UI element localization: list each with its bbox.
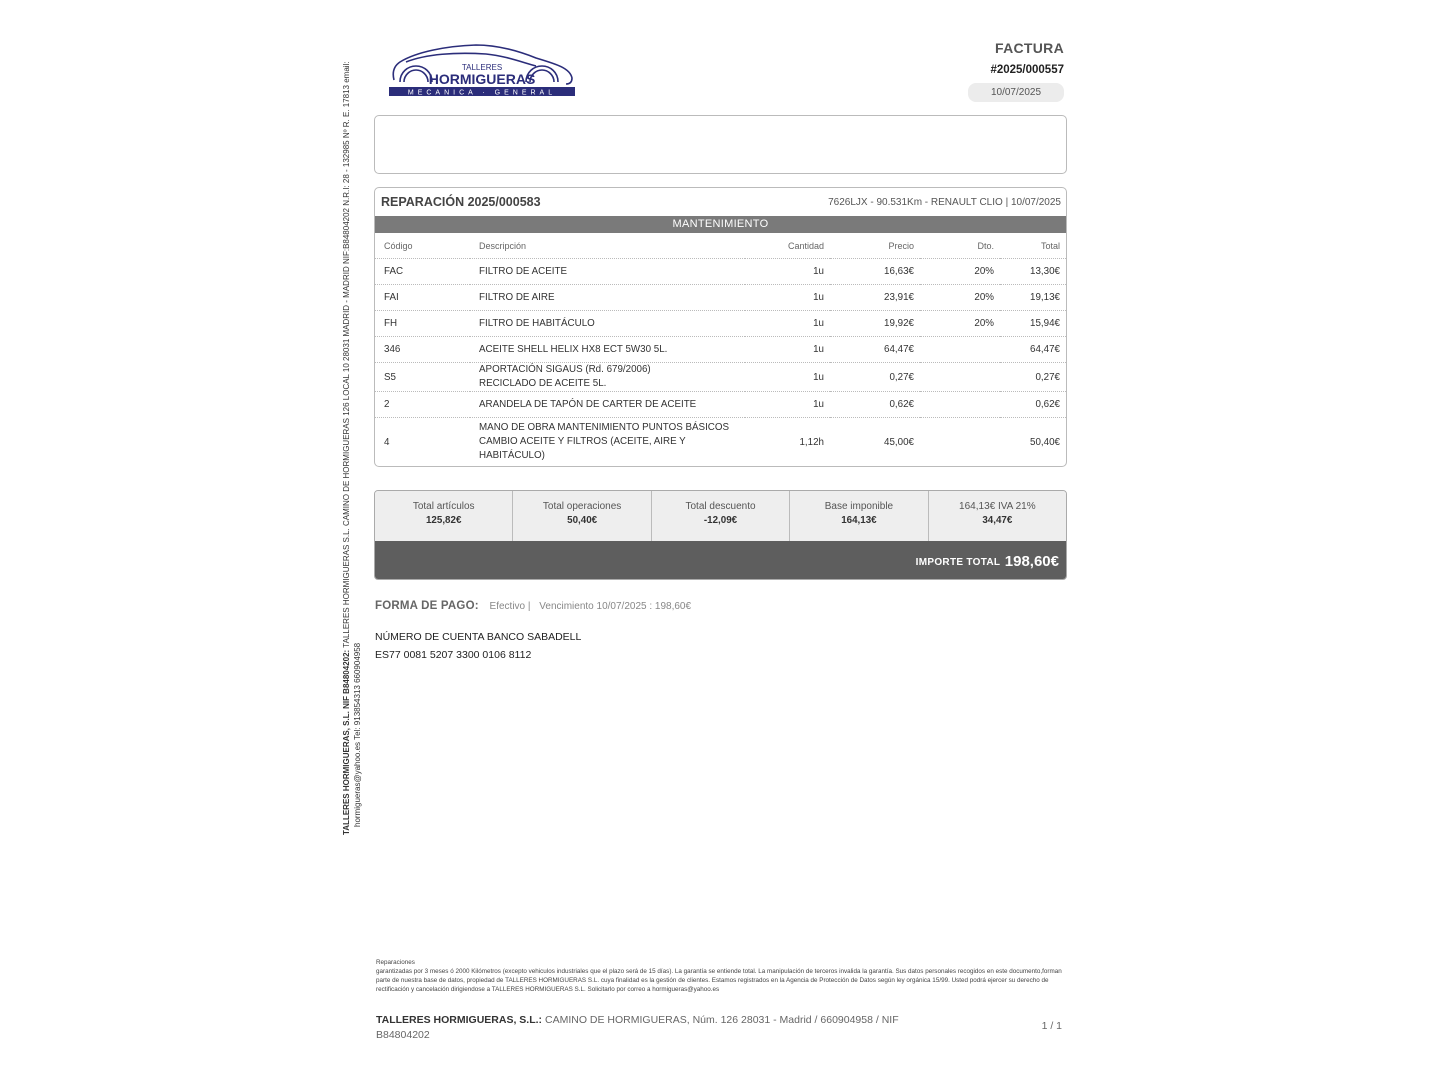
payment-label: FORMA DE PAGO: <box>375 600 479 612</box>
total-discount <box>652 491 790 541</box>
document-type: FACTURA <box>995 40 1064 56</box>
total-label: Total descuento <box>685 501 756 512</box>
cell-quantity: 1u <box>745 285 830 311</box>
cell-quantity: 1u <box>745 363 830 392</box>
items-table <box>375 233 1066 466</box>
bank-info <box>375 628 581 664</box>
cell-discount: 20% <box>920 285 1000 311</box>
col-code: Código <box>375 233 470 259</box>
cell-description: FILTRO DE ACEITE <box>470 259 745 285</box>
table-row <box>375 311 1066 337</box>
cell-quantity: 1,12h <box>799 436 824 448</box>
cell-code: 2 <box>375 392 470 418</box>
grand-total-label: IMPORTE TOTAL <box>915 557 1001 568</box>
col-price: Precio <box>830 233 920 259</box>
cell-code: FAI <box>375 285 470 311</box>
section-title: MANTENIMIENTO <box>375 216 1066 233</box>
logo-text-top: TALLERES <box>461 63 503 72</box>
table-header-row <box>375 233 1066 259</box>
table-row <box>375 259 1066 285</box>
total-value: 125,82€ <box>425 515 462 526</box>
grand-total-value: 198,60€ <box>1004 553 1059 570</box>
table-row <box>375 285 1066 311</box>
cell-description: MANO DE OBRA MANTENIMIENTO PUNTOS BÁSICOS CAMBIO ACEITE Y FILTROS (ACEITE, AIRE Y HABITÁCULO) <box>479 422 730 461</box>
total-articles <box>375 491 513 541</box>
cell-total: 50,40€ <box>1030 436 1060 448</box>
bank-iban: ES77 0081 5207 3300 0106 8112 <box>375 649 532 661</box>
cell-price: 19,92€ <box>830 311 920 337</box>
page-number: 1 / 1 <box>1041 1020 1062 1032</box>
col-discount: Dto. <box>920 233 1000 259</box>
cell-discount: 20% <box>920 311 1000 337</box>
cell-price: 0,62€ <box>830 392 920 418</box>
cell-code: 4 <box>384 436 390 448</box>
cell-total: 0,27€ <box>1000 363 1066 392</box>
total-value: -12,09€ <box>703 515 738 526</box>
grand-total <box>375 541 1066 579</box>
cell-description: FILTRO DE AIRE <box>470 285 745 311</box>
footer-address: CAMINO DE HORMIGUERAS, Núm. 126 28031 - Madrid / 660904958 / NIF B84804202 <box>376 1014 899 1041</box>
total-operations <box>513 491 651 541</box>
cell-price: 23,91€ <box>830 285 920 311</box>
cell-price: 64,47€ <box>830 337 920 363</box>
table-row <box>375 418 1066 467</box>
cell-description: ACEITE SHELL HELIX HX8 ECT 5W30 5L. <box>470 337 745 363</box>
cell-code: 346 <box>375 337 470 363</box>
cell-discount <box>920 363 1000 392</box>
cell-quantity: 1u <box>745 259 830 285</box>
cell-description: FILTRO DE HABITÁCULO <box>470 311 745 337</box>
cell-price: 0,27€ <box>830 363 920 392</box>
cell-total: 19,13€ <box>1000 285 1066 311</box>
logo-text-main: HORMIGUERAS <box>428 71 536 87</box>
cell-total: 0,62€ <box>1000 392 1066 418</box>
bank-title: NÚMERO DE CUENTA BANCO SABADELL <box>375 631 582 643</box>
cell-discount: 20% <box>920 259 1000 285</box>
footer-company: TALLERES HORMIGUERAS, S.L.: <box>376 1014 543 1026</box>
col-total: Total <box>1000 233 1066 259</box>
cell-quantity: 1u <box>745 311 830 337</box>
payment-method: Efectivo | <box>489 601 531 612</box>
cell-total: 13,30€ <box>1000 259 1066 285</box>
vat-amount <box>929 491 1066 541</box>
repair-box <box>374 187 1067 467</box>
legal-title: Reparaciones <box>376 959 415 966</box>
total-label: 164,13€ IVA 21% <box>959 501 1036 512</box>
invoice-date: 10/07/2025 <box>968 83 1064 102</box>
legal-text <box>376 958 1072 994</box>
cell-discount <box>920 392 1000 418</box>
totals-box <box>374 490 1067 580</box>
total-value: 34,47€ <box>982 515 1013 526</box>
total-label: Total operaciones <box>542 501 622 512</box>
side-company-address: TALLERES HORMIGUERAS S.L. CAMINO DE HORMIGUERAS 126 LOCAL 10 28031 MADRID - MADRID NIF:B84804202 N.R.I: 28 - 132985 Nº R. E. 17813 email: <box>342 61 351 650</box>
cell-quantity: 1u <box>745 337 830 363</box>
company-logo <box>386 42 578 100</box>
total-label: Total artículos <box>412 501 475 512</box>
company-vertical-info <box>342 55 363 835</box>
cell-quantity: 1u <box>745 392 830 418</box>
vehicle-info: 7626LJX - 90.531Km - RENAULT CLIO | 10/07/2025 <box>828 196 1061 208</box>
repair-title: REPARACIÓN 2025/000583 <box>381 195 541 209</box>
payment-info <box>375 600 691 612</box>
cell-code: FAC <box>375 259 470 285</box>
client-box <box>374 115 1067 174</box>
cell-price: 16,63€ <box>830 259 920 285</box>
table-row <box>375 337 1066 363</box>
table-row <box>375 392 1066 418</box>
cell-total: 15,94€ <box>1000 311 1066 337</box>
payment-due: Vencimiento 10/07/2025 : 198,60€ <box>539 601 692 612</box>
total-value: 50,40€ <box>567 515 598 526</box>
col-quantity: Cantidad <box>745 233 830 259</box>
side-company-contact: hormigueras@yahoo.es Tel: 913854313 660904958 <box>352 642 362 827</box>
side-company-nif: TALLERES HORMIGUERAS, S.L. NIF B84804202: <box>342 649 351 835</box>
logo-text-bottom: MECANICA · GENERAL <box>407 89 557 97</box>
invoice-number: #2025/000557 <box>990 64 1064 76</box>
legal-body: garantizadas por 3 meses ó 2000 Kilómetros (excepto vehiculos industriales que el plazo será de 15 días). La garantía se entiende total. La manipulación de terceros invalida la garantía. Sus datos personales recogidos en este documento,forman parte de nuestra base de datos, propiedad de TALLERES HORMIGUERAS S.L. cuya finalidad es la gestión de clientes. Estamos registrados en la Agencia de Protección de Datos según ley orgánica 15/99. Usted podrá ejercer su derecho de rectificación y cancelación dirigiendose a TALLERES HORMIGUERAS S.L. Solicitarlo por correo a hormigueras@yahoo.es <box>376 968 1062 993</box>
footer <box>376 1013 916 1043</box>
cell-description: ARANDELA DE TAPÓN DE CARTER DE ACEITE <box>470 392 745 418</box>
cell-description: APORTACIÓN SIGAUS (Rd. 679/2006) RECICLADO DE ACEITE 5L. <box>470 363 745 392</box>
cell-total: 64,47€ <box>1000 337 1066 363</box>
total-value: 164,13€ <box>841 515 877 526</box>
invoice-header <box>968 40 1064 102</box>
cell-discount <box>920 418 1000 467</box>
cell-price: 45,00€ <box>884 436 914 448</box>
table-row <box>375 363 1066 392</box>
taxable-base <box>790 491 928 541</box>
cell-discount <box>920 337 1000 363</box>
total-label: Base imponible <box>824 501 894 512</box>
cell-code: FH <box>375 311 470 337</box>
col-description: Descripción <box>470 233 745 259</box>
cell-code: S5 <box>375 363 470 392</box>
